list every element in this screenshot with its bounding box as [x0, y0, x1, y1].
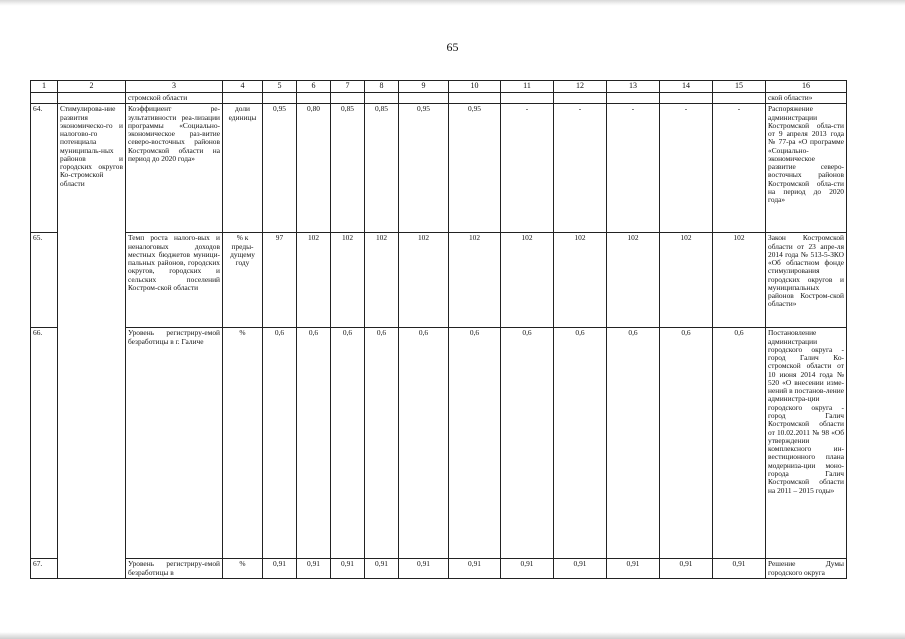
value-cell: 0,6 [449, 328, 501, 559]
value-cell: 0,6 [331, 328, 365, 559]
value-cell: 0,91 [331, 559, 365, 579]
empty-cell [297, 92, 331, 103]
empty-cell [58, 92, 126, 103]
value-cell: 0,6 [501, 328, 554, 559]
empty-cell [365, 92, 399, 103]
empty-cell [501, 92, 554, 103]
value-cell: 0,80 [297, 104, 331, 233]
indicator-name: Уровень регистриру-емой безработицы в г. Галиче [126, 328, 223, 559]
header-cell: 16 [766, 81, 847, 93]
empty-cell [331, 92, 365, 103]
value-cell: 102 [449, 233, 501, 328]
legal-basis: Закон Костромской области от 23 апре-ля 2014 года № 513-5-ЗКО «Об областном фонде стимулирования городских округов и муниципальных районов Костром-ской области» [766, 233, 847, 328]
row-number: 66. [31, 328, 58, 559]
continuation-row [31, 92, 847, 103]
header-cell: 5 [263, 81, 297, 93]
value-cell: 0,95 [449, 104, 501, 233]
value-cell: 102 [331, 233, 365, 328]
value-cell: 0,6 [365, 328, 399, 559]
header-cell: 15 [713, 81, 766, 93]
header-cell: 6 [297, 81, 331, 93]
unit: доли единицы [223, 104, 263, 233]
value-cell: - [660, 104, 713, 233]
empty-cell [607, 92, 660, 103]
legal-basis: Распоряжение администрации Костромской обла-сти от 9 апреля 2013 года № 77-ра «О программе «Социально-экономическое развитие северо-восточных районов Костромской обла-сти на период до 2020 года» [766, 104, 847, 233]
row-number: 65. [31, 233, 58, 328]
table-row [31, 328, 847, 559]
group-label: Стимулирова-ние развития экономическо-го и налогово-го потенциала муниципаль-ных районов и городских округов Ко-стромской области [58, 104, 126, 579]
value-cell: 102 [399, 233, 449, 328]
value-cell: 0,91 [365, 559, 399, 579]
value-cell: 102 [297, 233, 331, 328]
value-cell: 0,6 [297, 328, 331, 559]
value-cell: 0,6 [399, 328, 449, 559]
value-cell: 0,6 [263, 328, 297, 559]
value-cell: 0,85 [365, 104, 399, 233]
row-number: 67. [31, 559, 58, 579]
value-cell: 102 [554, 233, 607, 328]
value-cell: 0,91 [607, 559, 660, 579]
scan-edge-top [0, 0, 905, 6]
header-cell: 11 [501, 81, 554, 93]
row-number: 64. [31, 104, 58, 233]
empty-cell [263, 92, 297, 103]
table-row [31, 104, 847, 233]
value-cell: - [607, 104, 660, 233]
unit: % к преды-дущему году [223, 233, 263, 328]
unit: % [223, 328, 263, 559]
scan-edge-bottom [0, 632, 905, 639]
value-cell: 0,85 [331, 104, 365, 233]
empty-cell [554, 92, 607, 103]
header-cell: 8 [365, 81, 399, 93]
header-cell: 13 [607, 81, 660, 93]
value-cell: - [501, 104, 554, 233]
header-cell: 3 [126, 81, 223, 93]
indicators-table [30, 80, 847, 579]
value-cell: - [713, 104, 766, 233]
empty-cell [660, 92, 713, 103]
value-cell: 0,91 [297, 559, 331, 579]
table-row [31, 559, 847, 579]
header-cell: 12 [554, 81, 607, 93]
value-cell: - [554, 104, 607, 233]
value-cell: 102 [365, 233, 399, 328]
header-cell: 10 [449, 81, 501, 93]
unit: % [223, 559, 263, 579]
value-cell: 102 [607, 233, 660, 328]
value-cell: 0,6 [554, 328, 607, 559]
value-cell: 0,6 [713, 328, 766, 559]
value-cell: 0,91 [399, 559, 449, 579]
value-cell: 0,91 [449, 559, 501, 579]
indicator-name: Уровень регистриру-емой безработицы в [126, 559, 223, 579]
value-cell: 0,91 [713, 559, 766, 579]
value-cell: 0,6 [660, 328, 713, 559]
legal-basis: Решение Думы городского округа [766, 559, 847, 579]
value-cell: 0,91 [501, 559, 554, 579]
empty-cell [31, 92, 58, 103]
page-number: 65 [446, 40, 459, 54]
value-cell: 97 [263, 233, 297, 328]
value-cell: 0,95 [399, 104, 449, 233]
indicator-name: Коэффициент ре-зультативности реа-лизации программы «Социально-экономическое раз-витие северо-восточных районов Костромской области на период до 2020 года» [126, 104, 223, 233]
indicator-name: Темп роста налого-вых и неналоговых доходов местных бюджетов муници-пальных районов, городских округов, городских и сельских поселений Костром-ской области [126, 233, 223, 328]
header-cell: 1 [31, 81, 58, 93]
header-cell: 14 [660, 81, 713, 93]
value-cell: 0,95 [263, 104, 297, 233]
empty-cell [399, 92, 449, 103]
legal-basis: Постановление администрации городского округа - город Галич Ко-стромской области от 10 июня 2014 года № 520 «О внесении изме-нений в постанов-ление администра-ции городского округа - город Галич Костромской области от 10.02.2011 № 98 «Об утверждении комплексного ин-вестиционного плана модерниза-ции моно-города Галич Костромской области на 2011 – 2015 годы» [766, 328, 847, 559]
header-cell: 2 [58, 81, 126, 93]
empty-cell [449, 92, 501, 103]
empty-cell [713, 92, 766, 103]
empty-cell [223, 92, 263, 103]
value-cell: 102 [660, 233, 713, 328]
continuation-indicator: стромской области [126, 92, 223, 103]
value-cell: 0,91 [263, 559, 297, 579]
header-cell: 4 [223, 81, 263, 93]
table-row [31, 233, 847, 328]
value-cell: 0,91 [660, 559, 713, 579]
continuation-basis: ской области» [766, 92, 847, 103]
header-row [31, 81, 847, 93]
value-cell: 102 [713, 233, 766, 328]
value-cell: 0,6 [607, 328, 660, 559]
value-cell: 102 [501, 233, 554, 328]
value-cell: 0,91 [554, 559, 607, 579]
header-cell: 7 [331, 81, 365, 93]
header-cell: 9 [399, 81, 449, 93]
